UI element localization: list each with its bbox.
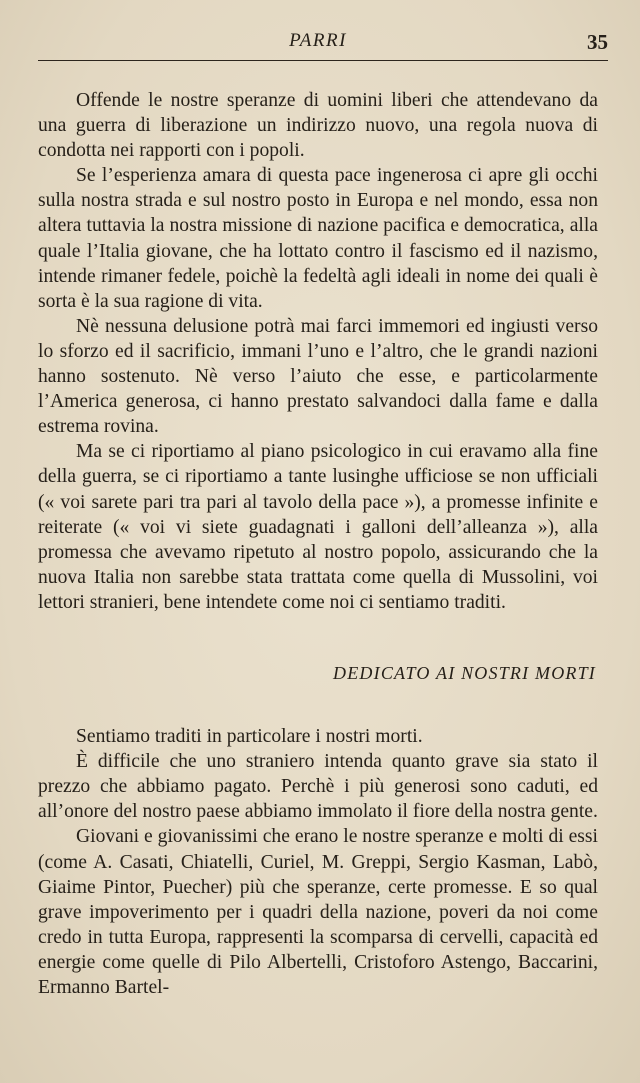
header-rule bbox=[38, 60, 608, 61]
paragraph: Se l’esperienza amara di questa pace ingenerosa ci apre gli occhi sulla nostra strada e sul nostro posto in Europa e nel mondo, essa non altera tuttavia la nostra missione di nazione pacifica e democratica, alla quale l’Italia giovane, che ha lottato contro il fascismo ed il nazismo, intende rimaner fedele, poichè la fedeltà agli ideali in nome dei quali è sorta è la sua ragione di vita. bbox=[38, 165, 598, 312]
paragraph: Giovani e giovanissimi che erano le nostre speranze e molti di essi (come A. Casati, Chiatelli, Curiel, M. Greppi, Sergio Kasman, Labò, Giaime Pintor, Puecher) più che speranze, certe promesse. E so qual grave impoverimento per i quadri della nazione, poveri da noi come credo in tutta Europa, rappresenti la scomparsa di cervelli, capacità ed energie come quelle di Pilo Albertelli, Cristoforo Astengo, Baccarini, Ermanno Bartel- bbox=[38, 826, 598, 998]
body-text bbox=[38, 88, 598, 1000]
paragraph: Nè nessuna delusione potrà mai farci immemori ed ingiusti verso lo sforzo ed il sacrificio, immani l’uno e l’altro, che le grandi nazioni hanno sostenuto. Nè verso l’aiuto che esse, e particolarmente l’America generosa, ci hanno prestato salvandoci dalla fame e dalla estrema rovina. bbox=[38, 315, 598, 438]
section-heading: DEDICATO AI NOSTRI MORTI bbox=[333, 662, 596, 683]
paragraph: Ma se ci riportiamo al piano psicologico in cui eravamo alla fine della guerra, se ci riportiamo a tante lusinghe ufficiose se non ufficiali (« voi sarete pari tra pari al tavolo della pace »), a promesse infinite e reiterate (« voi vi siete guadagnati i galloni dell’alleanza »), alla promessa che avevamo ripetuto al nostro popolo, assicurando che la nuova Italia non sarebbe stata trattata come quella di Mussolini, voi lettori stranieri, bene intendete come noi ci sentiamo traditi. bbox=[38, 441, 598, 613]
paragraph: È difficile che uno straniero intenda quanto grave sia stato il prezzo che abbiamo pagato. Perchè i più generosi sono caduti, ed all’onore del nostro paese abbiamo immolato il fiore della nostra gente. bbox=[38, 751, 598, 823]
running-header bbox=[38, 0, 608, 54]
paragraph: Offende le nostre speranze di uomini liberi che attendevano da una guerra di liberazione un indirizzo nuovo, una regola nuova di condotta nei rapporti con i popoli. bbox=[38, 90, 598, 162]
running-title: PARRI bbox=[289, 30, 347, 51]
paragraph: Sentiamo traditi in particolare i nostri morti. bbox=[76, 726, 423, 748]
page-number: 35 bbox=[587, 30, 608, 54]
